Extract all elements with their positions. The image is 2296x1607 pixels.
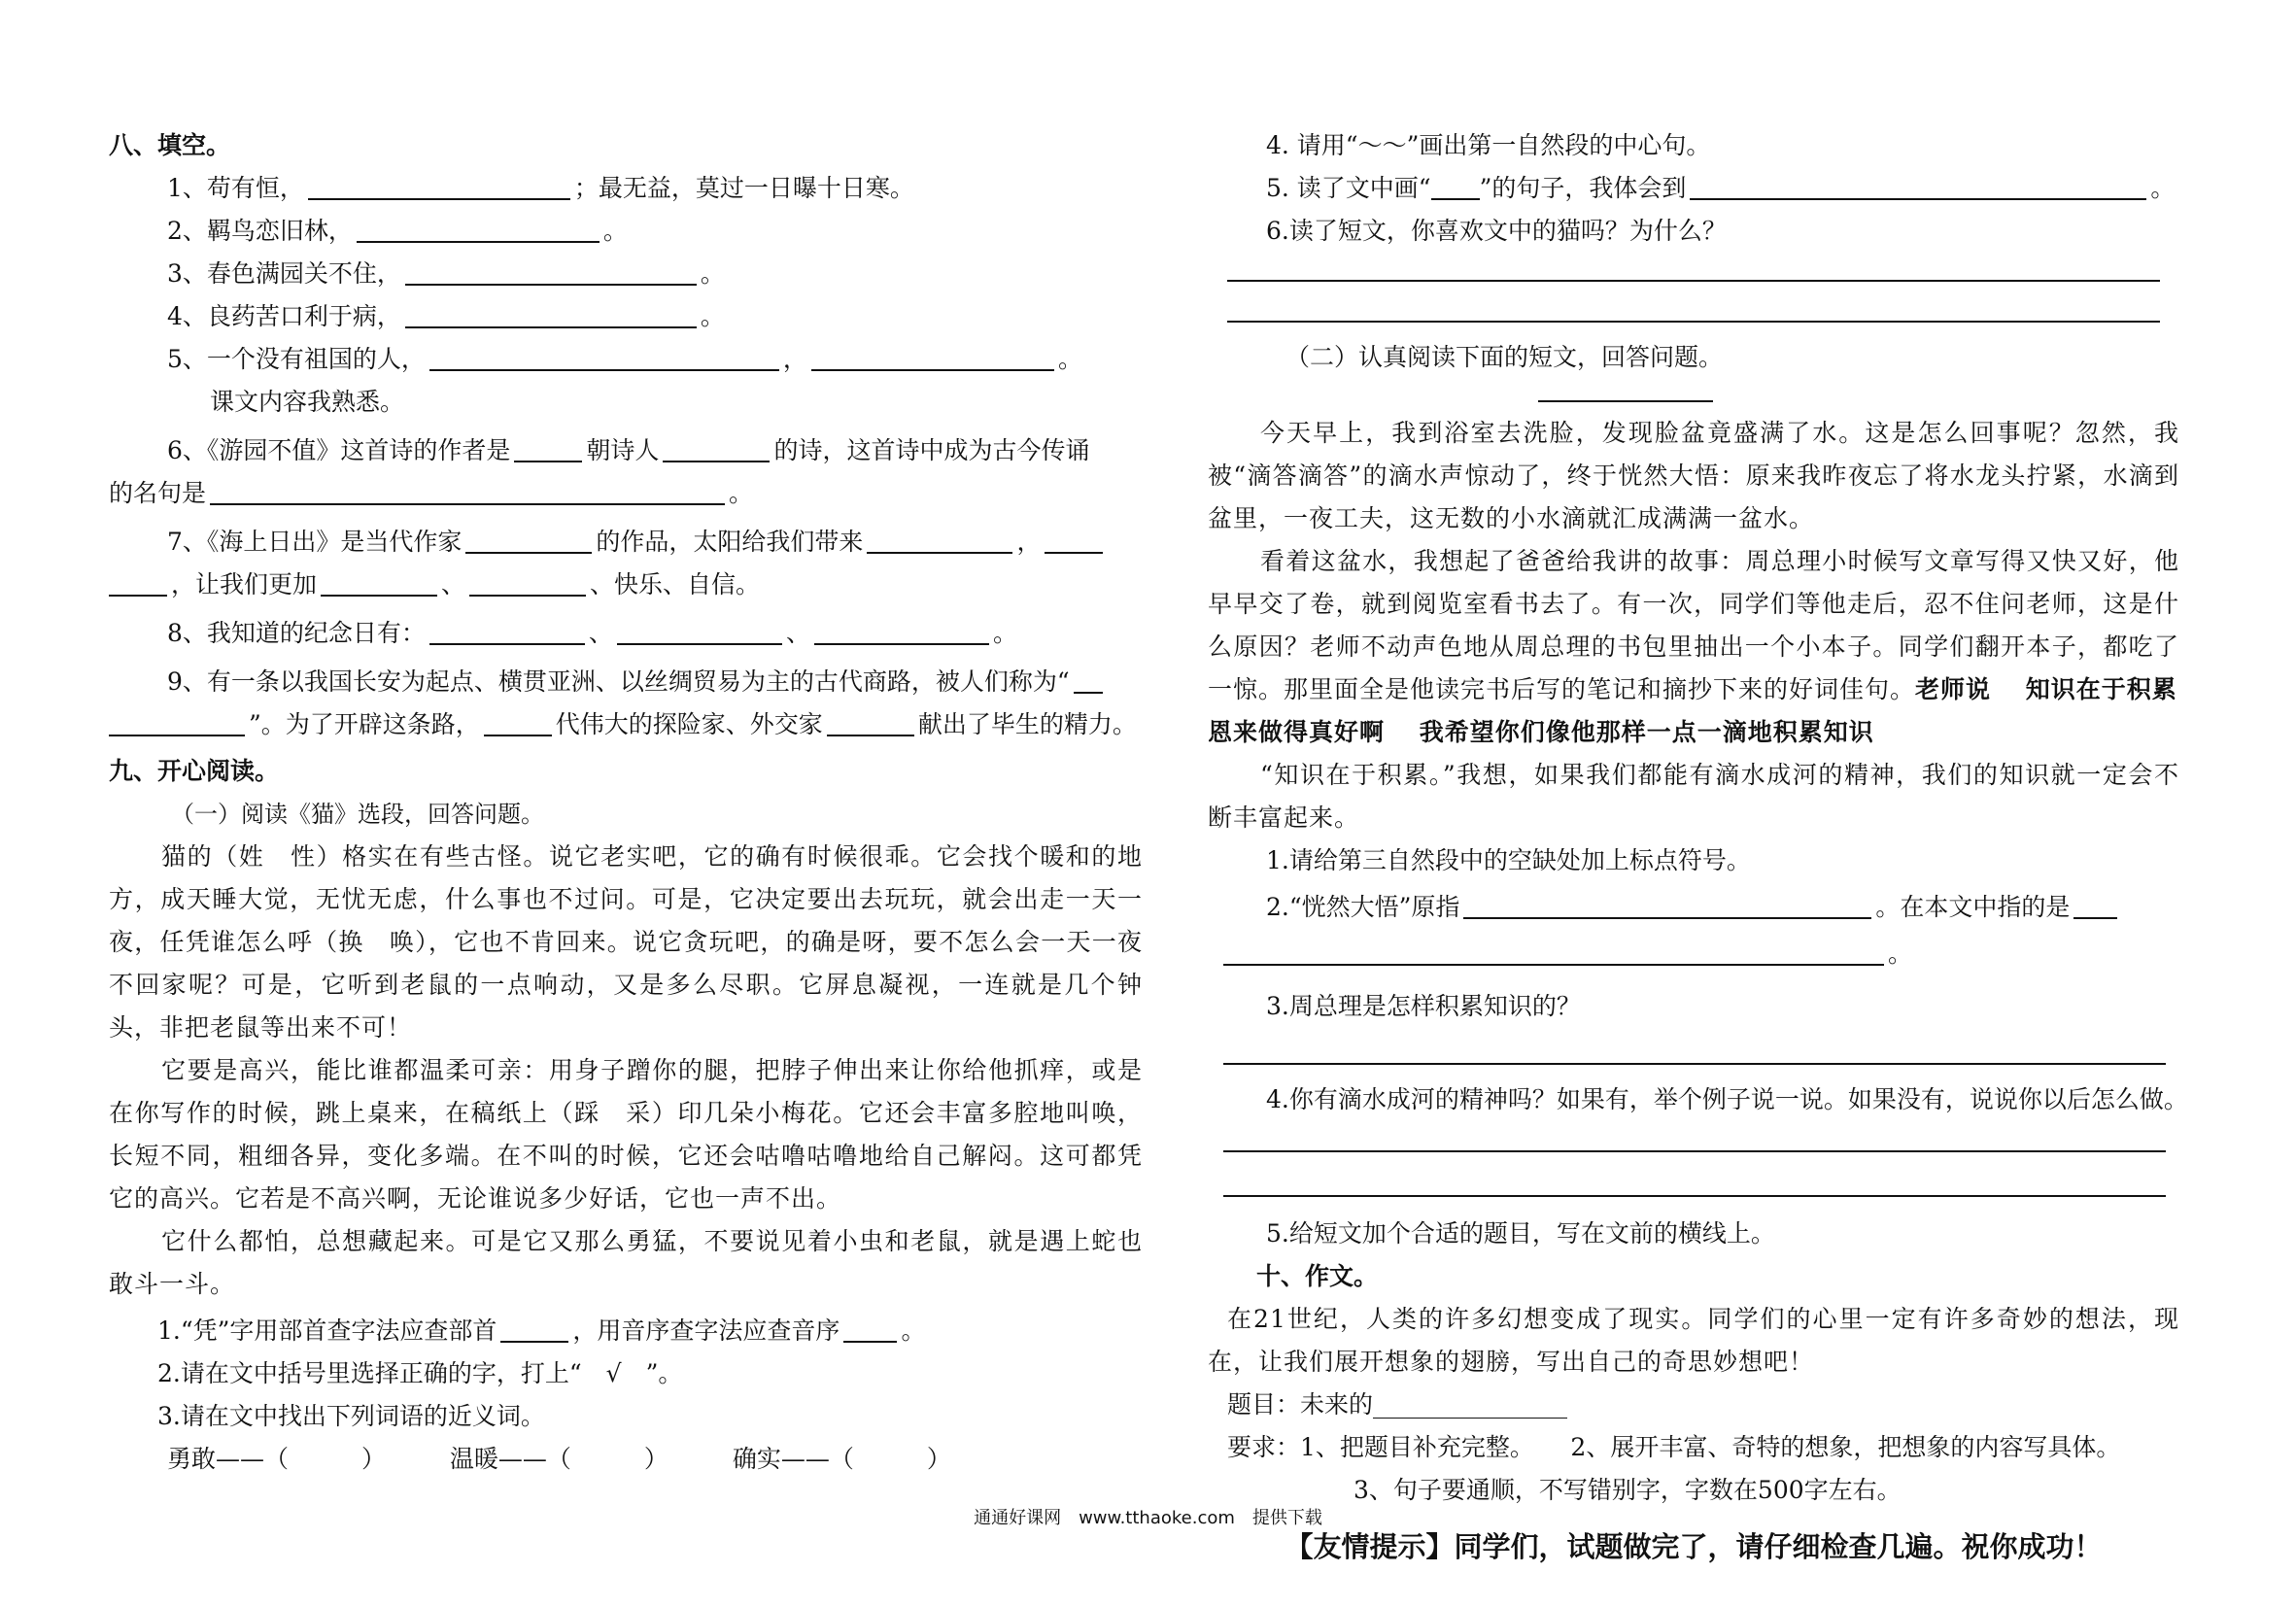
water-q5: 5.给短文加个合适的题目，写在文前的横线上。 — [1266, 1219, 1775, 1248]
answer-line[interactable] — [1223, 1063, 2166, 1065]
synonym-brave[interactable]: 勇敢——（ ） — [167, 1445, 387, 1473]
fill-q7 — [109, 521, 1143, 564]
answer-blank[interactable] — [814, 618, 989, 645]
answer-blank[interactable] — [109, 709, 245, 736]
cat-q5 — [1208, 167, 2179, 210]
q6-end: 。 — [729, 479, 754, 507]
water-q4: 4.你有滴水成河的精神吗？如果有，举个例子说一说。如果没有，说说你以后怎么做。 — [1266, 1085, 2188, 1113]
q9-text-b: ”。为了开辟这条路， — [249, 710, 480, 738]
answer-blank[interactable] — [405, 258, 697, 286]
q3-end: 。 — [700, 259, 725, 288]
subheading-familiar: 课文内容我熟悉。 — [210, 388, 405, 416]
water-p2-text: 看着这盆水，我想起了爸爸给我讲的故事：周总理小时候写文章写得又快又好，他早早交了卷，就到阅览室看书去了。有一次，同学们等他走后，忍不住问老师，这是什么原因？老师不动声色地从周总理的书包里抽出一个小本子。同学们翻开本子，都吃了一惊。那里面全是他读完书后写的笔记和摘抄下来的好词佳句。 — [1208, 547, 2179, 703]
q7-text-e: 、 — [441, 570, 466, 598]
cat-q4: 4. 请用“～～”画出第一自然段的中心句。 — [1266, 131, 1711, 159]
section9-heading: 九、开心阅读。 — [109, 757, 280, 785]
cat-q3: 3.请在文中找出下列词语的近义词。 — [157, 1402, 545, 1430]
fill-q4 — [109, 295, 1143, 338]
answer-line[interactable] — [1227, 321, 2160, 323]
q9-text-d: 献出了毕生的精力。 — [917, 710, 1137, 738]
q3-text: 3、春色满园关不住， — [167, 259, 401, 288]
q5-mid: ， — [782, 345, 807, 373]
answer-blank[interactable] — [1690, 173, 2146, 200]
q8-sep2: 、 — [785, 619, 810, 647]
cat-q1-end: 。 — [901, 1316, 926, 1345]
synonym-indeed[interactable]: 确实——（ ） — [732, 1445, 951, 1473]
friendly-tip: 【友情提示】同学们，试题做完了，请仔细检查几遍。祝你成功！ — [1285, 1530, 2103, 1563]
fill-q9 — [109, 661, 1143, 703]
answer-blank[interactable] — [867, 527, 1012, 554]
water-q2-cont — [1208, 933, 2179, 975]
answer-blank[interactable] — [429, 344, 779, 371]
answer-blank[interactable] — [308, 173, 570, 200]
q4-text: 4、良药苦口利于病， — [167, 302, 401, 330]
essay-requirements-1: 要求：1、把题目补充完整。 2、展开丰富、奇特的想象，把想象的内容写具体。 — [1227, 1433, 2121, 1461]
fill-q7-cont — [109, 564, 1143, 606]
essay-topic[interactable]: 题目：未来的________________ — [1227, 1390, 1568, 1419]
answer-blank[interactable] — [500, 1316, 568, 1343]
cat-paragraph-2: 它要是高兴，能比谁都温柔可亲：用身子蹭你的腿，把脖子伸出来让你给他抓痒，或是在你写作的时候，跳上桌来，在稿纸上（踩 采）印几朵小梅花。它还会丰富多腔地叫唤，长短不同，粗细各异，变化多端。在不叫的时候，它还会咕噜咕噜地给自己解闷。这可都凭它的高兴。它若是不高兴啊，无论谁说多少好话，它也一声不出。 — [109, 1056, 1143, 1213]
q5-text: 5、一个没有祖国的人， — [167, 345, 426, 373]
answer-blank[interactable] — [429, 618, 585, 645]
answer-blank[interactable] — [663, 435, 770, 462]
answer-blank[interactable] — [109, 569, 167, 597]
cat-q5-text: 5. 读了文中画“ — [1266, 174, 1431, 202]
section8-heading: 八、填空。 — [109, 131, 231, 159]
water-p2-bold: 老师说 知识在于积累 — [1915, 675, 2177, 703]
water-q3: 3.周总理是怎样积累知识的？ — [1266, 992, 1581, 1020]
answer-blank[interactable] — [357, 216, 600, 243]
answer-line[interactable] — [1223, 1195, 2166, 1197]
cat-q5-end: 。 — [2150, 174, 2176, 202]
q6-text-d: 的名句是 — [109, 479, 207, 507]
q8-text: 8、我知道的纪念日有： — [167, 619, 426, 647]
q1-text: 1、苟有恒， — [167, 174, 304, 202]
q9-text: 9、有一条以我国长安为起点、横贯亚洲、以丝绸贸易为主的古代商路，被人们称为“ — [167, 667, 1070, 696]
water-paragraph-1: 今天早上，我到浴室去洗脸，发现脸盆竟盛满了水。这是怎么回事呢？忽然，我被“滴答滴答”的滴水声惊动了，终于恍然大悟：原来我昨夜忘了将水龙头拧紧，水滴到盆里，一夜工夫，这无数的小水滴就汇成满满一盆水。 — [1208, 419, 2179, 532]
q7-text-f: 、快乐、自信。 — [590, 570, 761, 598]
answer-blank[interactable] — [2073, 892, 2117, 919]
fill-q1 — [109, 167, 1143, 210]
essay-prompt: 在21世纪，人类的许多幻想变成了现实。同学们的心里一定有许多奇妙的想法，现在，让我们展开想象的翅膀，写出自己的奇思妙想吧！ — [1208, 1305, 2179, 1376]
answer-blank[interactable] — [1074, 667, 1103, 694]
answer-blank[interactable] — [484, 709, 552, 736]
fill-q9-cont — [109, 703, 1143, 746]
answer-blank[interactable] — [321, 569, 437, 597]
cat-q5-text-b: ”的句子，我体会到 — [1479, 174, 1687, 202]
reading2-title: （二）认真阅读下面的短文，回答问题。 — [1285, 343, 1724, 371]
water-q2-end: 。 — [1888, 940, 1913, 968]
answer-blank[interactable] — [1431, 173, 1480, 200]
q7-text-d: ，让我们更加 — [171, 570, 318, 598]
answer-blank[interactable] — [811, 344, 1054, 371]
q7-text-b: 的作品，太阳给我们带来 — [596, 528, 864, 556]
q6-text-b: 朝诗人 — [586, 436, 660, 464]
cat-q1 — [109, 1310, 1143, 1352]
fill-q2 — [109, 210, 1143, 253]
q1-text-end: ；最无益，莫过一日曝十日寒。 — [573, 174, 914, 202]
q2-end: 。 — [602, 217, 628, 245]
cat-paragraph-3: 它什么都怕，总想藏起来。可是它又那么勇猛，不要说见着小虫和老鼠，就是遇上蛇也敢斗一斗。 — [109, 1227, 1143, 1298]
answer-blank[interactable] — [1463, 892, 1871, 919]
q6-text-c: 的诗，这首诗中成为古今传诵 — [773, 436, 1090, 464]
footer-source: 通通好课网 www.tthaoke.com 提供下载 — [974, 1508, 1322, 1528]
water-paragraph-2 — [1208, 540, 2179, 711]
right-column — [1208, 124, 2188, 1565]
water-q2-text-b: 。在本文中指的是 — [1875, 893, 2071, 921]
cat-paragraph-1: 猫的（姓 性）格实在有些古怪。说它老实吧，它的确有时候很乖。它会找个暖和的地方，成天睡大觉，无忧无虑，什么事也不过问。可是，它决定要出去玩玩，就会出走一天一夜，任凭谁怎么呼（换 唤），它也不肯回来。说它贪玩吧，的确是呀，要不怎么会一天一夜不回家呢？可是，它听到老鼠的一点响动，又是多么尽职。它屏息凝视，一连就是几个钟头，非把老鼠等出来不可！ — [109, 842, 1143, 1042]
answer-blank[interactable] — [1223, 939, 1884, 966]
q2-text: 2、羁鸟恋旧林， — [167, 217, 353, 245]
q7-text: 7、《海上日出》是当代作家 — [167, 528, 463, 556]
cat-q1-text-b: ，用音序查字法应查音序 — [572, 1316, 840, 1345]
fill-q6-cont — [109, 472, 1143, 515]
cat-q6: 6.读了短文，你喜欢文中的猫吗？为什么？ — [1266, 217, 1727, 245]
water-paragraph-2-bold: 恩来做得真好啊 我希望你们像他那样一点一滴地积累知识 — [1208, 718, 1874, 746]
answer-blank[interactable] — [827, 709, 914, 736]
q6-text: 6、《游园不值》这首诗的作者是 — [167, 436, 511, 464]
water-q2-text: 2.“恍然大悟”原指 — [1266, 893, 1460, 921]
water-q1: 1.请给第三自然段中的空缺处加上标点符号。 — [1266, 846, 1751, 874]
fill-q5 — [109, 338, 1143, 381]
water-paragraph-3: “知识在于积累。”我想，如果我们都能有滴水成河的精神，我们的知识就一定会不断丰富起来。 — [1208, 761, 2179, 832]
water-q2 — [1208, 886, 2179, 929]
reading1-title: （一）阅读《猫》选段，回答问题。 — [171, 801, 544, 828]
q7-text-c: ， — [1016, 528, 1042, 556]
fill-q6 — [109, 429, 1143, 472]
answer-blank[interactable] — [617, 618, 782, 645]
section10-heading: 十、作文。 — [1256, 1262, 1379, 1290]
cat-q1-text: 1.“凭”字用部首查字法应查部首 — [157, 1316, 497, 1345]
left-column — [109, 124, 1143, 1481]
synonym-warm[interactable]: 温暖——（ ） — [449, 1445, 668, 1473]
q9-text-c: 代伟大的探险家、外交家 — [555, 710, 823, 738]
answer-blank[interactable] — [465, 527, 592, 554]
q5-end: 。 — [1057, 345, 1082, 373]
answer-blank[interactable] — [210, 478, 725, 505]
answer-blank[interactable] — [514, 435, 582, 462]
fill-q8 — [109, 612, 1143, 655]
fill-q3 — [109, 253, 1143, 295]
answer-blank[interactable] — [405, 301, 697, 328]
answer-blank[interactable] — [469, 569, 586, 597]
answer-blank[interactable] — [843, 1316, 897, 1343]
q4-end: 。 — [700, 302, 725, 330]
essay-requirements-2: 3、句子要通顺，不写错别字，字数在500字左右。 — [1354, 1476, 1902, 1504]
q8-end: 。 — [992, 619, 1017, 647]
answer-blank[interactable] — [1045, 527, 1103, 554]
synonym-row — [109, 1438, 1143, 1481]
cat-q2: 2.请在文中括号里选择正确的字，打上“ √ ”。 — [157, 1359, 683, 1387]
q8-sep: 、 — [588, 619, 613, 647]
